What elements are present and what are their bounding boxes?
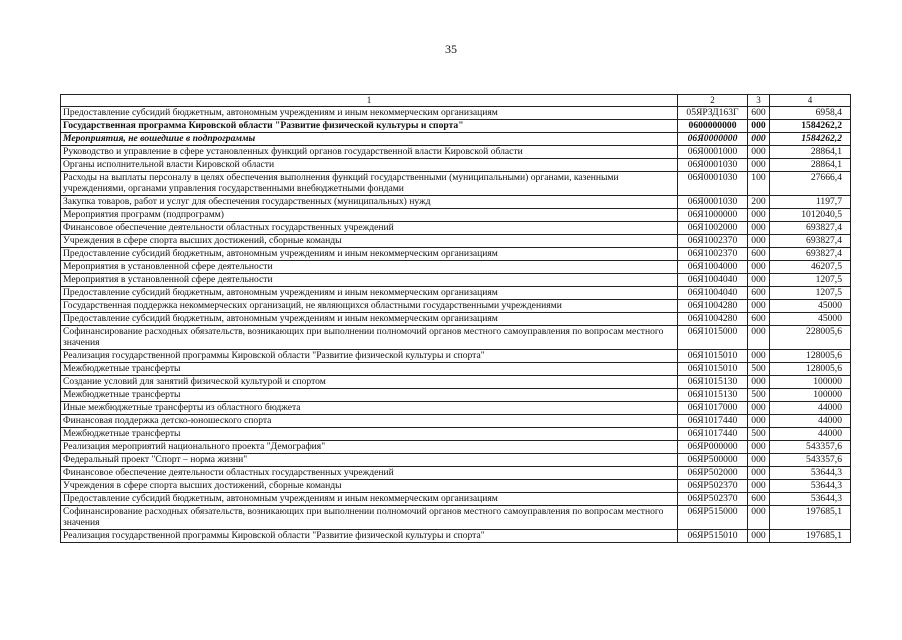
- row-name-cell: Межбюджетные трансферты: [61, 363, 678, 376]
- row-code-cell: 06ЯР502370: [678, 493, 748, 506]
- table-row: [61, 300, 851, 313]
- table-row: [61, 133, 851, 146]
- row-amount-cell: 1207,5: [770, 274, 851, 287]
- row-amount-cell: 100000: [770, 376, 851, 389]
- table-header-row: [61, 95, 851, 107]
- row-amount-cell: 44000: [770, 402, 851, 415]
- row-amount-cell: 543357,6: [770, 454, 851, 467]
- row-type-cell: 000: [748, 274, 770, 287]
- page-number: 35: [445, 42, 457, 56]
- row-type-cell: 500: [748, 428, 770, 441]
- row-amount-cell: 693827,4: [770, 235, 851, 248]
- row-type-cell: 200: [748, 196, 770, 209]
- row-name-cell: Государственная программа Кировской области "Развитие физической культуры и спорта": [61, 120, 678, 133]
- row-code-cell: 06Я1015010: [678, 363, 748, 376]
- table-row: [61, 222, 851, 235]
- table-row: [61, 107, 851, 120]
- row-code-cell: 06Я1004040: [678, 287, 748, 300]
- row-amount-cell: 693827,4: [770, 222, 851, 235]
- table-row: [61, 415, 851, 428]
- table-row: [61, 326, 851, 350]
- table-row: [61, 506, 851, 530]
- row-type-cell: 500: [748, 363, 770, 376]
- row-code-cell: 06ЯР500000: [678, 454, 748, 467]
- row-type-cell: 000: [748, 300, 770, 313]
- row-type-cell: 000: [748, 159, 770, 172]
- row-code-cell: 06Я1015000: [678, 326, 748, 350]
- table-row: [61, 209, 851, 222]
- row-amount-cell: 128005,6: [770, 350, 851, 363]
- row-code-cell: 06Я1002370: [678, 235, 748, 248]
- row-type-cell: 000: [748, 376, 770, 389]
- row-name-cell: Предоставление субсидий бюджетным, автономным учреждениям и иным некоммерческим организациям: [61, 493, 678, 506]
- row-type-cell: 000: [748, 402, 770, 415]
- table-row: [61, 274, 851, 287]
- row-amount-cell: 128005,6: [770, 363, 851, 376]
- row-name-cell: Предоставление субсидий бюджетным, автономным учреждениям и иным некоммерческим организациям: [61, 107, 678, 120]
- table-row: [61, 428, 851, 441]
- column-header-2: 2: [678, 95, 748, 107]
- row-amount-cell: 45000: [770, 313, 851, 326]
- row-type-cell: 000: [748, 133, 770, 146]
- row-name-cell: Создание условий для занятий физической культурой и спортом: [61, 376, 678, 389]
- table-row: [61, 402, 851, 415]
- row-code-cell: 06Я1017440: [678, 428, 748, 441]
- row-type-cell: 600: [748, 493, 770, 506]
- row-code-cell: 06Я1004040: [678, 274, 748, 287]
- row-amount-cell: 1584262,2: [770, 133, 851, 146]
- row-code-cell: 06Я1004280: [678, 300, 748, 313]
- row-amount-cell: 53644,3: [770, 493, 851, 506]
- table-row: [61, 261, 851, 274]
- row-code-cell: 06Я0000000: [678, 133, 748, 146]
- row-amount-cell: 28864,1: [770, 146, 851, 159]
- table-row: [61, 172, 851, 196]
- row-code-cell: 06ЯР515010: [678, 530, 748, 543]
- table-row: [61, 454, 851, 467]
- row-name-cell: Реализация государственной программы Кировской области "Развитие физической культуры и спорта": [61, 350, 678, 363]
- row-amount-cell: 53644,3: [770, 480, 851, 493]
- row-type-cell: 000: [748, 222, 770, 235]
- row-name-cell: Руководство и управление в сфере установленных функций органов государственной власти Кировской области: [61, 146, 678, 159]
- row-type-cell: 000: [748, 326, 770, 350]
- row-amount-cell: 46207,5: [770, 261, 851, 274]
- row-amount-cell: 100000: [770, 389, 851, 402]
- row-name-cell: Предоставление субсидий бюджетным, автономным учреждениям и иным некоммерческим организациям: [61, 248, 678, 261]
- row-code-cell: 06Я0001000: [678, 146, 748, 159]
- row-name-cell: Закупка товаров, работ и услуг для обеспечения государственных (муниципальных) нужд: [61, 196, 678, 209]
- row-name-cell: Софинансирование расходных обязательств, возникающих при выполнении полномочий органов местного самоуправления по вопросам местного значения: [61, 326, 678, 350]
- row-amount-cell: 44000: [770, 428, 851, 441]
- column-header-4: 4: [770, 95, 851, 107]
- row-type-cell: 600: [748, 107, 770, 120]
- row-type-cell: 600: [748, 313, 770, 326]
- row-code-cell: 06Я0001030: [678, 196, 748, 209]
- row-name-cell: Межбюджетные трансферты: [61, 389, 678, 402]
- row-name-cell: Мероприятия, не вошедшие в подпрограммы: [61, 133, 678, 146]
- row-code-cell: 06Я0001030: [678, 172, 748, 196]
- row-code-cell: 06ЯР502370: [678, 480, 748, 493]
- row-code-cell: 06ЯР515000: [678, 506, 748, 530]
- row-code-cell: 05ЯРЗД163Г: [678, 107, 748, 120]
- table-row: [61, 350, 851, 363]
- row-type-cell: 000: [748, 480, 770, 493]
- table-row: [61, 146, 851, 159]
- row-name-cell: Софинансирование расходных обязательств, возникающих при выполнении полномочий органов местного самоуправления по вопросам местного значения: [61, 506, 678, 530]
- table-row: [61, 376, 851, 389]
- row-amount-cell: 27666,4: [770, 172, 851, 196]
- row-amount-cell: 1012040,5: [770, 209, 851, 222]
- row-name-cell: Предоставление субсидий бюджетным, автономным учреждениям и иным некоммерческим организациям: [61, 313, 678, 326]
- row-name-cell: Учреждения в сфере спорта высших достижений, сборные команды: [61, 480, 678, 493]
- row-name-cell: Финансовое обеспечение деятельности областных государственных учреждений: [61, 222, 678, 235]
- table-row: [61, 493, 851, 506]
- row-name-cell: Государственная поддержка некоммерческих организаций, не являющихся областными государственными учреждениями: [61, 300, 678, 313]
- row-code-cell: 06Я1017440: [678, 415, 748, 428]
- row-type-cell: 500: [748, 389, 770, 402]
- row-code-cell: 06Я1004000: [678, 261, 748, 274]
- row-amount-cell: 197685,1: [770, 506, 851, 530]
- row-code-cell: 06Я1015130: [678, 389, 748, 402]
- row-name-cell: Предоставление субсидий бюджетным, автономным учреждениям и иным некоммерческим организациям: [61, 287, 678, 300]
- row-code-cell: 06ЯР000000: [678, 441, 748, 454]
- row-type-cell: 100: [748, 172, 770, 196]
- table-row: [61, 248, 851, 261]
- row-type-cell: 000: [748, 350, 770, 363]
- table-row: [61, 363, 851, 376]
- column-header-3: 3: [748, 95, 770, 107]
- row-amount-cell: 6958,4: [770, 107, 851, 120]
- row-name-cell: Реализация мероприятий национального проекта "Демография": [61, 441, 678, 454]
- row-amount-cell: 28864,1: [770, 159, 851, 172]
- column-header-1: 1: [61, 95, 678, 107]
- table-row: [61, 120, 851, 133]
- row-name-cell: Мероприятия в установленной сфере деятельности: [61, 274, 678, 287]
- row-code-cell: 06Я1002000: [678, 222, 748, 235]
- row-type-cell: 000: [748, 146, 770, 159]
- table-row: [61, 480, 851, 493]
- row-type-cell: 000: [748, 530, 770, 543]
- row-code-cell: 0600000000: [678, 120, 748, 133]
- row-name-cell: Расходы на выплаты персоналу в целях обеспечения выполнения функций государственными (муниципальными) органами, казенными учреждениями, органами управления государственными внебюджетными фондами: [61, 172, 678, 196]
- row-type-cell: 600: [748, 287, 770, 300]
- row-name-cell: Иные межбюджетные трансферты из областного бюджета: [61, 402, 678, 415]
- row-name-cell: Мероприятия программ (подпрограмм): [61, 209, 678, 222]
- row-code-cell: 06Я0001030: [678, 159, 748, 172]
- row-type-cell: 000: [748, 120, 770, 133]
- row-amount-cell: 228005,6: [770, 326, 851, 350]
- row-code-cell: 06Я1017000: [678, 402, 748, 415]
- table-row: [61, 441, 851, 454]
- row-amount-cell: 1207,5: [770, 287, 851, 300]
- row-code-cell: 06Я1015010: [678, 350, 748, 363]
- row-code-cell: 06Я1004280: [678, 313, 748, 326]
- row-amount-cell: 543357,6: [770, 441, 851, 454]
- row-type-cell: 600: [748, 248, 770, 261]
- row-amount-cell: 44000: [770, 415, 851, 428]
- row-name-cell: Реализация государственной программы Кировской области "Развитие физической культуры и спорта": [61, 530, 678, 543]
- row-type-cell: 000: [748, 506, 770, 530]
- row-amount-cell: 1197,7: [770, 196, 851, 209]
- row-name-cell: Федеральный проект "Спорт – норма жизни": [61, 454, 678, 467]
- row-code-cell: 06Я1002370: [678, 248, 748, 261]
- table-row: [61, 159, 851, 172]
- row-type-cell: 000: [748, 454, 770, 467]
- row-type-cell: 000: [748, 441, 770, 454]
- budget-table: [60, 94, 851, 543]
- table-row: [61, 530, 851, 543]
- row-code-cell: 06Я1015130: [678, 376, 748, 389]
- table-row: [61, 313, 851, 326]
- row-amount-cell: 45000: [770, 300, 851, 313]
- row-type-cell: 000: [748, 415, 770, 428]
- row-name-cell: Финансовая поддержка детско-юношеского спорта: [61, 415, 678, 428]
- row-amount-cell: 53644,3: [770, 467, 851, 480]
- row-name-cell: Межбюджетные трансферты: [61, 428, 678, 441]
- table-row: [61, 235, 851, 248]
- table-row: [61, 467, 851, 480]
- row-code-cell: 06ЯР502000: [678, 467, 748, 480]
- row-name-cell: Мероприятия в установленной сфере деятельности: [61, 261, 678, 274]
- row-amount-cell: 197685,1: [770, 530, 851, 543]
- row-type-cell: 000: [748, 209, 770, 222]
- row-name-cell: Органы исполнительной власти Кировской области: [61, 159, 678, 172]
- table-row: [61, 287, 851, 300]
- row-type-cell: 000: [748, 261, 770, 274]
- row-type-cell: 000: [748, 467, 770, 480]
- row-type-cell: 000: [748, 235, 770, 248]
- table-row: [61, 196, 851, 209]
- row-name-cell: Финансовое обеспечение деятельности областных государственных учреждений: [61, 467, 678, 480]
- row-amount-cell: 693827,4: [770, 248, 851, 261]
- row-code-cell: 06Я1000000: [678, 209, 748, 222]
- row-name-cell: Учреждения в сфере спорта высших достижений, сборные команды: [61, 235, 678, 248]
- table-row: [61, 389, 851, 402]
- row-amount-cell: 1584262,2: [770, 120, 851, 133]
